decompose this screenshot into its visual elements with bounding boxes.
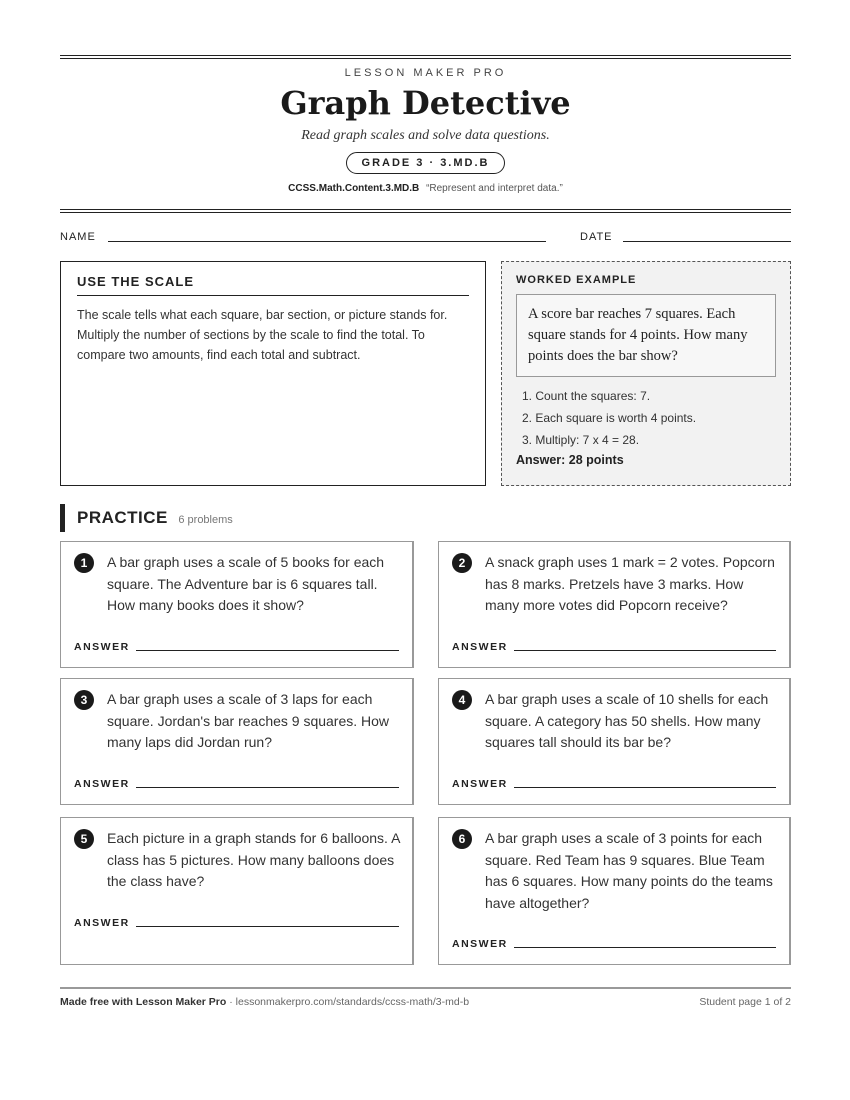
brand-label: LESSON MAKER PRO [344, 67, 507, 79]
standard-code: CCSS.Math.Content.3.MD.B [288, 183, 420, 194]
problem-card [60, 541, 414, 668]
problem-text: A bar graph uses a scale of 3 points for each square. Red Team has 9 squares. Blue Team has 6 squares. How many points do the teams have altogether? [485, 830, 773, 911]
problem-number-badge: 2 [452, 553, 472, 573]
problem-number-badge: 4 [452, 690, 472, 710]
answer-field[interactable] [136, 787, 399, 788]
problem-card [438, 817, 791, 965]
problem-card [60, 678, 414, 805]
answer-label: ANSWER [74, 641, 130, 653]
worksheet-page [60, 0, 791, 1100]
answer-row [452, 778, 776, 792]
standard-description: “Represent and interpret data.” [426, 183, 563, 194]
answer-row [74, 917, 399, 931]
answer-row [452, 641, 776, 655]
answer-row [74, 778, 399, 792]
footer-credit [60, 996, 469, 1008]
answer-label: ANSWER [74, 778, 130, 790]
problem-number-badge: 3 [74, 690, 94, 710]
answer-row [74, 641, 399, 655]
problem-card [60, 817, 414, 965]
answer-field[interactable] [136, 650, 399, 651]
problem-text: A bar graph uses a scale of 10 shells for each square. A category has 50 shells. How many squares tall should its bar be? [485, 691, 769, 750]
name-label: NAME [60, 231, 96, 243]
use-the-scale-box [60, 261, 486, 486]
example-heading: WORKED EXAMPLE [516, 274, 637, 286]
practice-heading [60, 504, 233, 532]
example-step: 2. Each square is worth 4 points. [522, 411, 697, 425]
worksheet-title: Graph Detective [280, 84, 571, 122]
problem-number-badge: 1 [74, 553, 94, 573]
worksheet-subtitle: Read graph scales and solve data questions. [301, 128, 550, 143]
example-problem: A score bar reaches 7 squares. Each square stands for 4 points. How many points does the bar show? [516, 294, 776, 377]
top-double-rule [60, 55, 791, 59]
scale-heading: USE THE SCALE [77, 274, 469, 296]
example-answer: Answer: 28 points [516, 453, 624, 467]
problem-number-badge: 6 [452, 829, 472, 849]
problem-card [438, 678, 791, 805]
footer-url[interactable]: · lessonmakerpro.com/standards/ccss-math/3-md-b [226, 996, 470, 1008]
header-double-rule [60, 209, 791, 213]
date-label: DATE [580, 231, 613, 243]
practice-count: 6 problems [178, 514, 233, 526]
answer-field[interactable] [514, 947, 776, 948]
footer-rule [60, 987, 791, 989]
name-date-row [60, 229, 791, 245]
problem-text: A snack graph uses 1 mark = 2 votes. Popcorn has 8 marks. Pretzels have 3 marks. How many more votes did Popcorn receive? [485, 554, 775, 613]
answer-field[interactable] [136, 926, 399, 927]
example-step: 1. Count the squares: 7. [522, 389, 651, 403]
answer-label: ANSWER [452, 641, 508, 653]
problem-text: A bar graph uses a scale of 3 laps for each square. Jordan's bar reaches 9 squares. How many laps did Jordan run? [107, 691, 390, 750]
answer-label: ANSWER [74, 917, 130, 929]
standard-line [60, 183, 791, 194]
answer-label: ANSWER [452, 778, 508, 790]
footer-page-number: Student page 1 of 2 [699, 996, 791, 1008]
example-step: 3. Multiply: 7 x 4 = 28. [522, 433, 640, 447]
scale-explanation: The scale tells what each square, bar section, or picture stands for. Multiply the number of sections by the scale to find the total. To compare two amounts, find each total and subtract. [77, 308, 448, 362]
name-field[interactable] [108, 241, 546, 242]
problem-card [438, 541, 791, 668]
example-steps [516, 385, 776, 451]
answer-field[interactable] [514, 787, 776, 788]
answer-row [452, 938, 776, 952]
worked-example-box [501, 261, 791, 486]
problem-text: Each picture in a graph stands for 6 balloons. A class has 5 pictures. How many balloons does the class have? [107, 830, 400, 889]
problem-number-badge: 5 [74, 829, 94, 849]
problem-text: A bar graph uses a scale of 5 books for each square. The Adventure bar is 6 squares tall. How many books does it show? [107, 554, 385, 613]
answer-label: ANSWER [452, 938, 508, 950]
footer-brand: Made free with Lesson Maker Pro [60, 996, 227, 1008]
practice-title: PRACTICE [77, 508, 168, 527]
grade-badge: GRADE 3 · 3.MD.B [346, 152, 506, 174]
answer-field[interactable] [514, 650, 776, 651]
date-field[interactable] [623, 241, 791, 242]
